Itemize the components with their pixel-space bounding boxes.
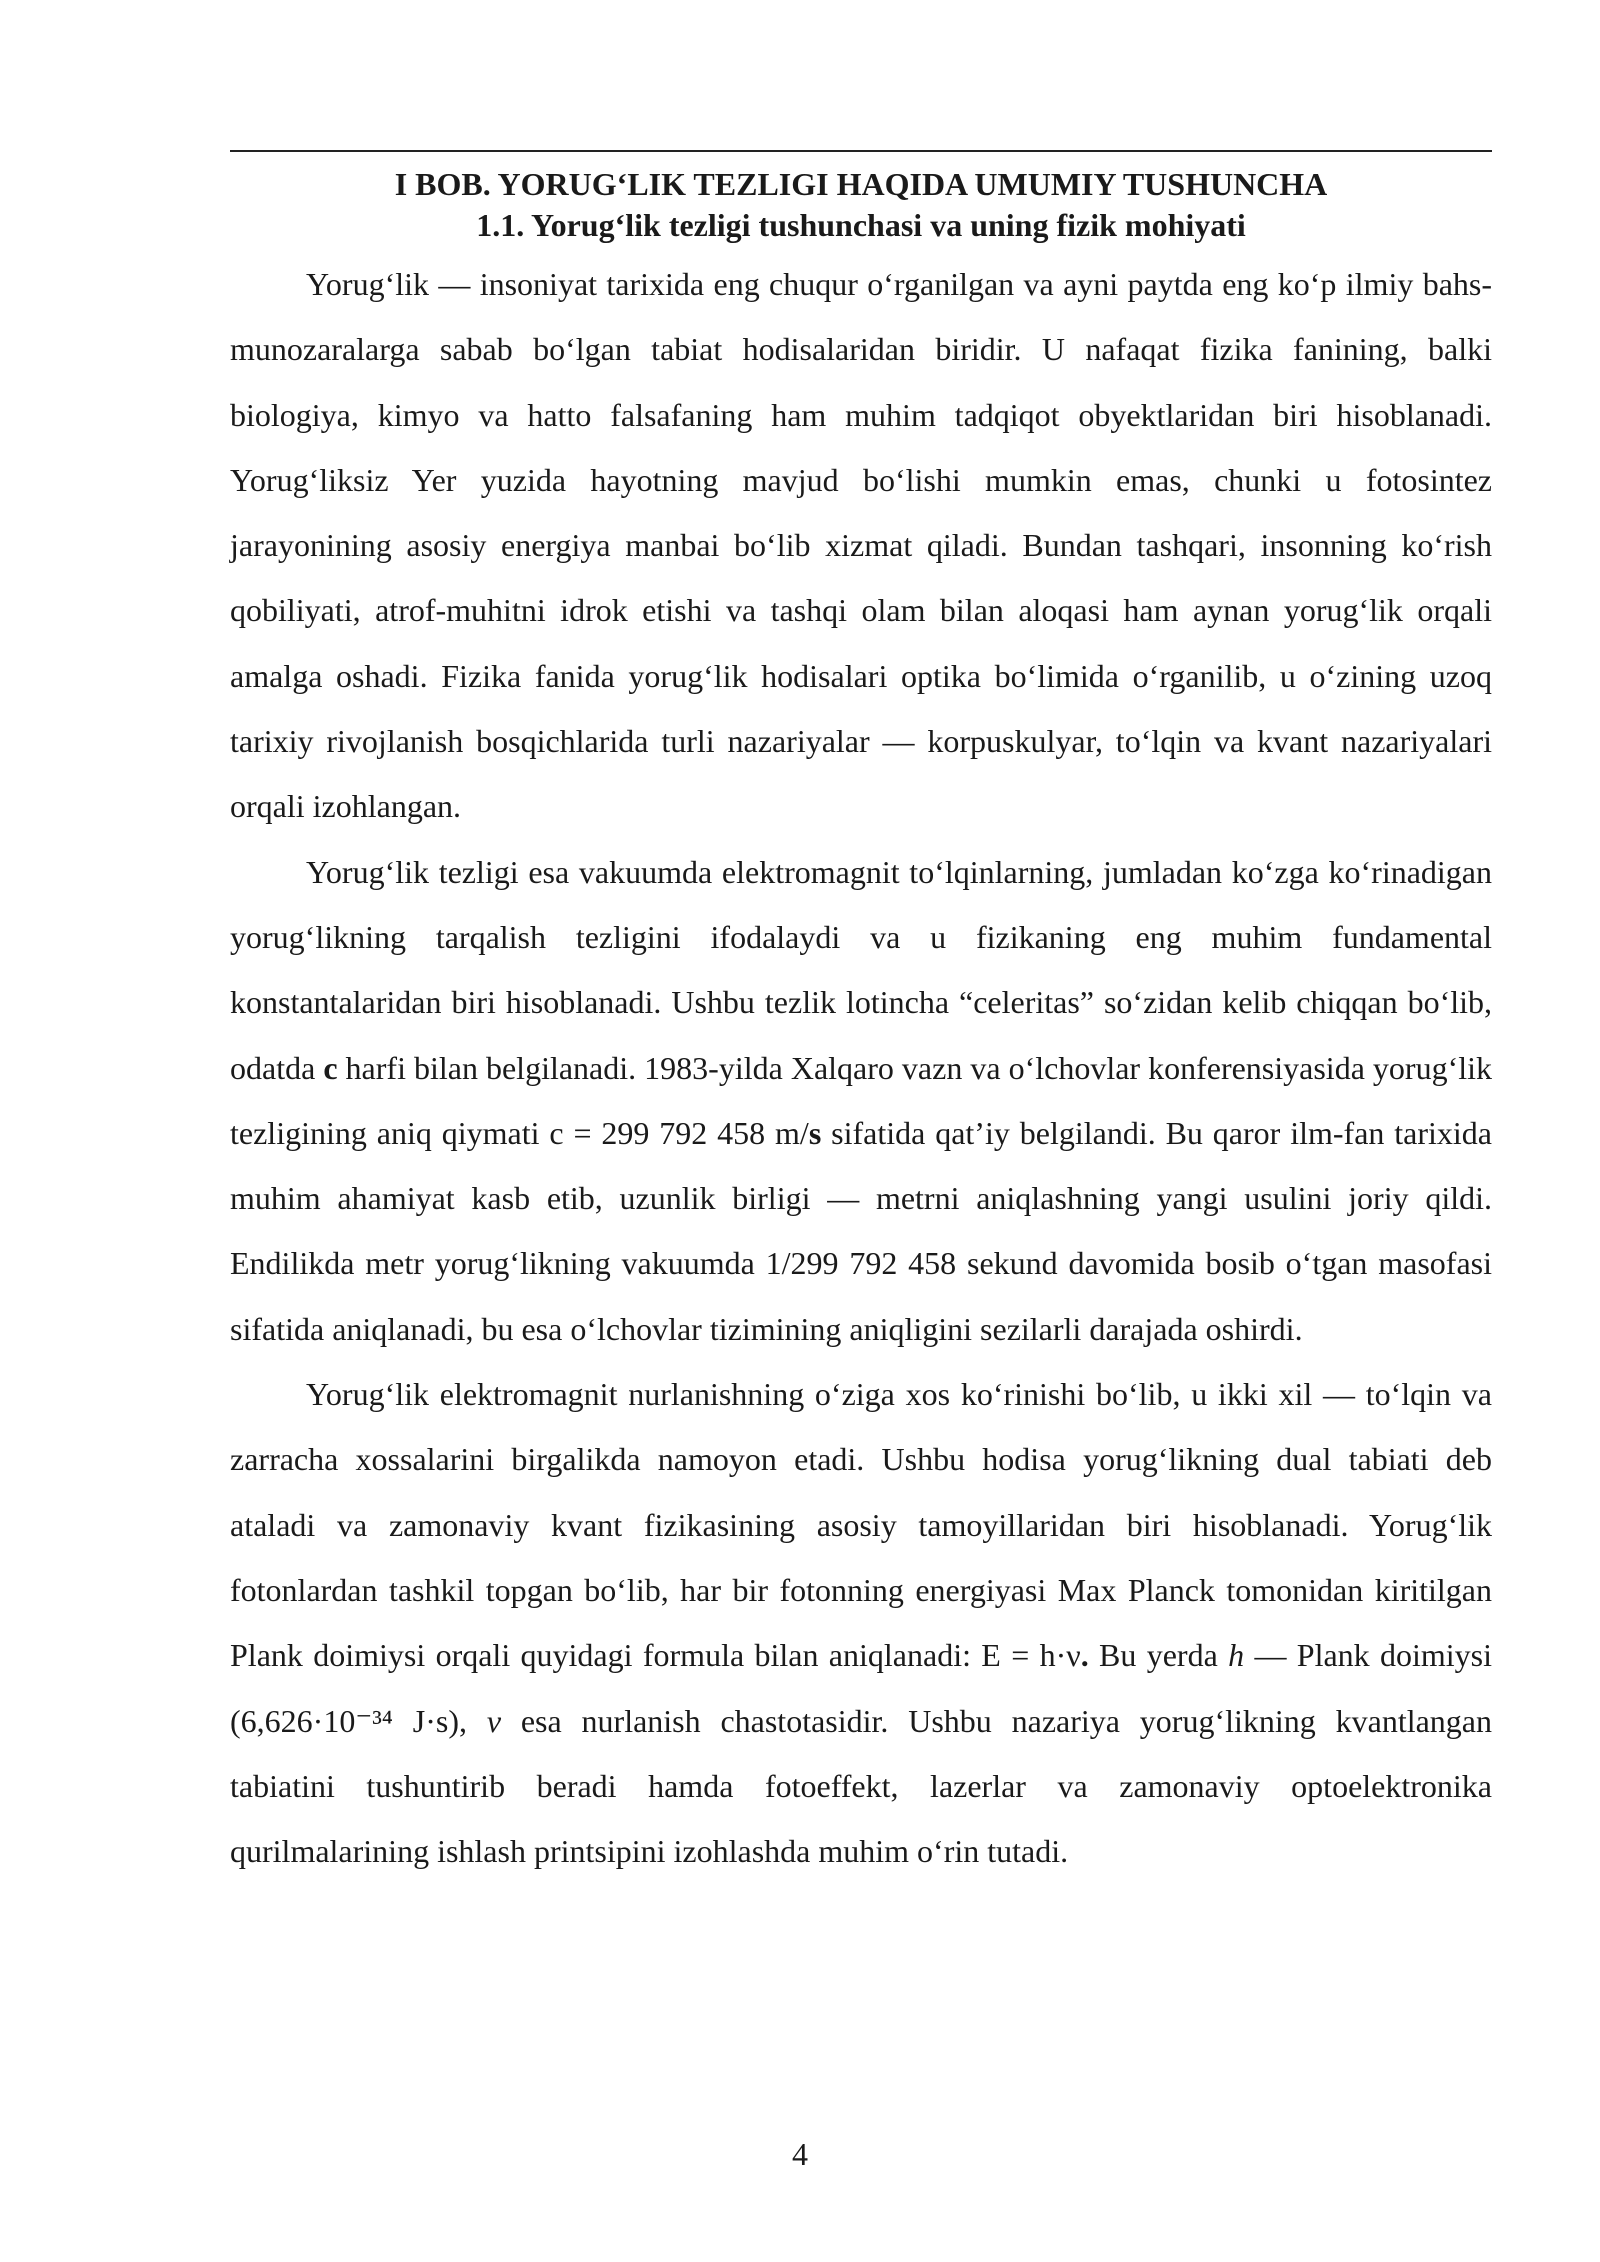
document-page	[230, 150, 1492, 1884]
speed-symbol: c	[323, 1049, 338, 1086]
paragraph-2-text-e: sifatida qat’iy belgilandi. Bu qaror ilm-fan tarixida muhim ahamiyat kasb etib, uzunlik birligi — metrni aniqlashning yangi usulini joriy qildi. Endilikda metr yorug‘likning vakuumda 1/299 792 458 sekund davomida bosib o‘tgan masofasi sifatida aniqlanadi, bu esa o‘lchovlar tizimining aniqligini sezilarli darajada oshirdi.	[230, 1114, 1493, 1347]
chapter-title: I BOB. YORUG‘LIK TEZLIGI HAQIDA UMUMIY TUSHUNCHA	[394, 166, 1328, 202]
paragraph-1: Yorug‘lik — insoniyat tarixida eng chuqur o‘rganilgan va ayni paytda eng ko‘p ilmiy bahs-munozaralarga sabab bo‘lgan tabiat hodisalaridan biridir. U nafaqat fizika fanining, balki biologiya, kimyo va hatto falsafaning ham muhim tadqiqot obyektlaridan biri hisoblanadi. Yorug‘liksiz Yer yuzida hayotning mavjud bo‘lishi mumkin emas, chunki u fotosintez jarayonining asosiy energiya manbai bo‘lib xizmat qiladi. Bundan tashqari, insonning ko‘rish qobiliyati, atrof-muhitni idrok etishi va tashqi olam bilan aloqasi ham aynan yorug‘lik orqali amalga oshadi. Fizika fanida yorug‘lik hodisalari optika bo‘limida o‘rganilib, u o‘zining uzoq tarixiy rivojlanish bosqichlarida turli nazariyalar — korpuskulyar, to‘lqin va kvant nazariyalari orqali izohlangan.	[230, 266, 1492, 825]
paragraph-2-text-a: Yorug‘lik tezligi esa vakuumda elektromagnit to‘lqinlarning, jumladan ko‘zga ko‘rinadigan yorug‘likning tarqalish tezligini ifodalaydi va u fizikaning eng muhim fundamental konstantalaridan biri hisoblanadi. Ushbu tezlik lotincha “celeritas” so‘zidan kelib chiqqan bo‘lib, odatda	[230, 853, 1492, 1086]
paragraph-3-text-e: — Plank doimiysi (6,626·10⁻³⁴ J·s),	[230, 1637, 1493, 1739]
section-title: 1.1. Yorug‘lik tezligi tushunchasi va uning fizik mohiyati	[476, 207, 1246, 243]
paragraph-3-text-a: Yorug‘lik elektromagnit nurlanishning o‘ziga xos ko‘rinishi bo‘lib, u ikki xil — to‘lqin va zarracha xossalarini birgalikda namoyon etadi. Ushbu hodisa yorug‘likning dual tabiati deb ataladi va zamonaviy kvant fizikasining asosiy tamoyillaridan biri hisoblanadi. Yorug‘lik fotonlardan tashkil topgan bo‘lib, har bir fotonning energiyasi Max Planck tomonidan kiritilgan Plank doimiysi orqali quyidagi formula bilan aniqlanadi: E = h·ν	[230, 1376, 1492, 1674]
paragraph-3	[230, 1362, 1492, 1884]
page-number: 4	[792, 2136, 808, 2172]
header-rule	[230, 150, 1492, 152]
seconds-unit: s	[808, 1114, 822, 1151]
paragraph-2-text-c: harfi bilan belgilanadi. 1983-yilda Xalqaro vazn va o‘lchovlar konferensiyasida yorug‘lik tezligining aniq qiymati c = 299 792 458 m/	[230, 1049, 1493, 1151]
frequency-symbol: ν	[486, 1702, 502, 1739]
paragraph-3-text-g: esa nurlanish chastotasidir. Ushbu nazariya yorug‘likning kvantlangan tabiatini tushuntirib beradi hamda fotoeffekt, lazerlar va zamonaviy optoelektronika qurilmalarining ishlash printsipini izohlashda muhim o‘rin tutadi.	[230, 1702, 1493, 1870]
paragraph-3-text-c: Bu yerda	[1088, 1637, 1229, 1674]
formula-period: .	[1080, 1637, 1089, 1674]
paragraph-2	[230, 840, 1492, 1362]
planck-symbol: h	[1228, 1637, 1245, 1674]
